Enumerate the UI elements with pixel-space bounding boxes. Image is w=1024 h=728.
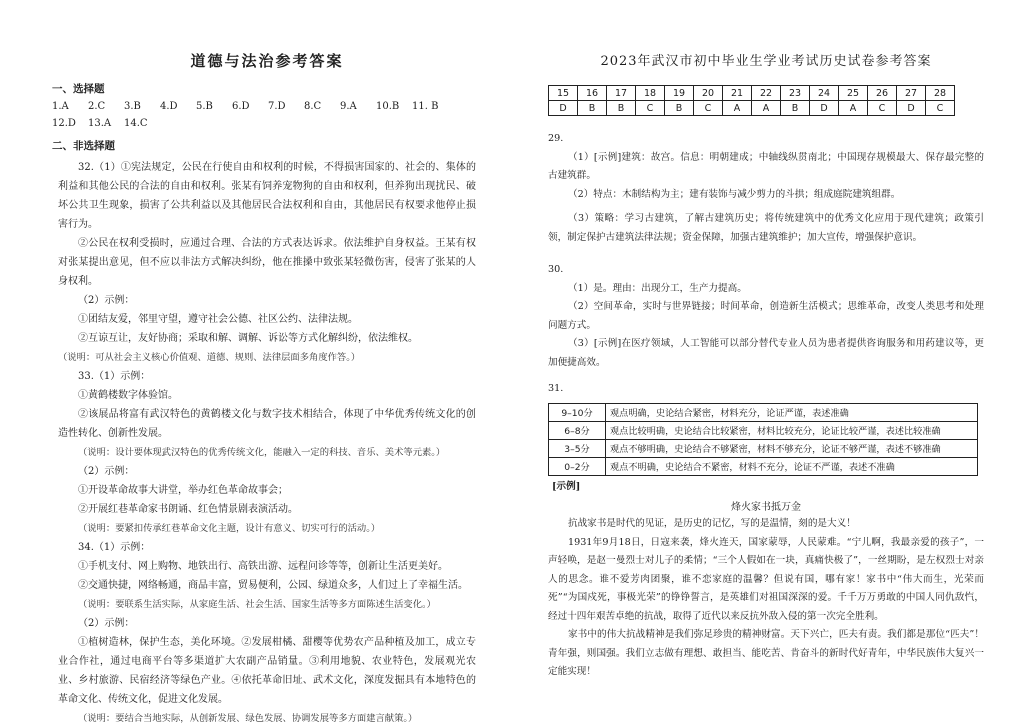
right-title: 2023年武汉市初中毕业生学业考试历史试卷参考答案 bbox=[600, 54, 932, 69]
grid-question-number: 25 bbox=[839, 86, 868, 101]
left-title: 道德与法治参考答案 bbox=[190, 52, 344, 70]
grid-question-number: 20 bbox=[694, 86, 723, 101]
section-choice-heading: 一、选择题 bbox=[52, 83, 105, 95]
grid-question-number: 23 bbox=[781, 86, 810, 101]
grid-question-number: 15 bbox=[549, 86, 578, 101]
q32-example-1: ①团结友爱，邻里守望，遵守社会公德、社区公约、法律法规。 bbox=[78, 314, 358, 325]
choice-answer: 8.C bbox=[304, 101, 322, 112]
score-criteria: 观点不够明确，史论结合不够紧密，材料不够充分，论证不够严谨，表述不够准确 bbox=[606, 439, 978, 457]
choice-answer: 4.D bbox=[160, 101, 178, 112]
choice-answer: 2.C bbox=[88, 101, 106, 112]
grid-question-number: 21 bbox=[723, 86, 752, 101]
score-criteria: 观点比较明确，史论结合比较紧密，材料比较充分，论证比较严谨，表述比较准确 bbox=[606, 421, 978, 439]
scoring-row bbox=[549, 457, 978, 475]
section-nonchoice-heading: 二、非选择题 bbox=[52, 140, 115, 152]
q32-example-heading: （2）示例： bbox=[78, 295, 135, 306]
grid-question-number: 24 bbox=[810, 86, 839, 101]
grid-answer: B bbox=[665, 101, 694, 116]
grid-answer: B bbox=[578, 101, 607, 116]
q29-part3: （3）策略：学习古建筑，了解古建筑历史；将传统建筑中的优秀文化应用于现代建筑；政策引领，制定保护古建筑法律法规；资金保障，加强古建筑维护；加大宣传，增强保护意识。 bbox=[548, 213, 984, 243]
q32-note: （说明：可从社会主义核心价值观、道德、规则、法律层面多角度作答。） bbox=[58, 352, 361, 363]
grid-question-number: 18 bbox=[636, 86, 665, 101]
choice-answer: 1.A bbox=[52, 101, 69, 112]
grid-answer: A bbox=[752, 101, 781, 116]
q34-note-1: （说明：要联系生活实际，从家庭生活、社会生活、国家生活等多方面陈述生活变化。） bbox=[78, 599, 436, 610]
essay-paragraph-2: 1931年9月18日，日寇来袭，烽火连天，国家蒙辱，人民蒙难。“宁儿啊，我最亲爱的孩子”，一声轻唤，是赵一曼烈士对儿子的柔情；“三个人假如在一块，真痛快极了”，一丝期盼，是左权烈士对亲人的思念。谁不爱芳肉团聚，谁不恋家庭的温馨？但说有国，哪有家！家书中“伟大而生，光荣而死”“为国戍死，事极光荣”的铮铮誓言，是英雄们对祖国深深的爱。千千万万勇敢的中国人同仇敌忾，经过十四年艰苦卓绝的抗战，取得了近代以来反抗外敌入侵的第一次完全胜利。 bbox=[548, 536, 984, 622]
scoring-row bbox=[549, 439, 978, 457]
grid-question-number: 16 bbox=[578, 86, 607, 101]
grid-answer: C bbox=[926, 101, 955, 116]
scoring-row bbox=[549, 421, 978, 439]
example-label: [示例] bbox=[552, 480, 581, 492]
q34-item-1: ①手机支付、网上购物、地铁出行、高铁出游、远程问诊等等，创新让生活更美好。 bbox=[78, 561, 448, 572]
q34-item-2: ②交通快捷，网络畅通，商品丰富，贸易便利，公园、绿道众多，人们过上了幸福生活。 bbox=[78, 580, 468, 591]
choice-answer: 10.B bbox=[376, 101, 400, 112]
q33-part2-item-1: ①开设革命故事大讲堂，举办红色革命故事会； bbox=[78, 485, 288, 496]
q30-part3: （3）[示例]在医疗领域，人工智能可以部分替代专业人员为患者提供咨询服务和用药建议等，更加便捷高效。 bbox=[548, 338, 984, 368]
q32-example-2: ②互谅互让，友好协商；采取和解、调解、诉讼等方式化解纠纷，依法维权。 bbox=[78, 333, 418, 344]
q30-number: 30. bbox=[548, 264, 564, 275]
q34-part2-body: ①植树造林，保护生态，美化环境。②发展柑橘、甜樱等优势农产品种植及加工，成立专业合作社，通过电商平台等多渠道扩大农副产品销量。③利用地貌、农业特色，发展观光农业、乡村旅游、民宿经济等绿色产业。④依托革命旧址、武术文化，深度发掘具有本地特色的革命文化、传统文化，促进文化发展。 bbox=[58, 637, 476, 705]
grid-answer: B bbox=[781, 101, 810, 116]
q30-part2: （2）空间革命，实时与世界链接；时间革命，创造新生活模式；思维革命，改变人类思考和处理问题方式。 bbox=[548, 301, 984, 331]
q33-note-1: （说明：设计要体现武汉特色的优秀传统文化，能融入一定的科技、音乐、美术等元素。） bbox=[78, 447, 446, 458]
q33-part2-heading: （2）示例： bbox=[78, 466, 135, 477]
grid-question-number: 17 bbox=[607, 86, 636, 101]
q33-heading: 33.（1）示例： bbox=[78, 371, 151, 382]
grid-answer: B bbox=[607, 101, 636, 116]
q29-part2: （2）特点：木制结构为主；建有装饰与减少剪力的斗拱；组成庭院建筑组群。 bbox=[568, 188, 901, 200]
grid-answer: C bbox=[868, 101, 897, 116]
grid-answer: D bbox=[549, 101, 578, 116]
grid-answer: D bbox=[897, 101, 926, 116]
left-page bbox=[0, 0, 512, 722]
choice-answer: 11. B bbox=[412, 101, 439, 112]
q30-part1: （1）是。理由：出现分工，生产力提高。 bbox=[568, 282, 747, 294]
q29-part1: （1）[示例]建筑：故宫。信息：明朝建成；中轴线纵贯南北；中国现存规模最大、保存最完整的古建筑群。 bbox=[548, 151, 984, 181]
essay-paragraph-3: 家书中的伟大抗战精神是我们弥足珍贵的精神财富。天下兴亡，匹夫有责。我们都是那位“匹夫”！青年强，则国强。我们立志做有理想、敢担当、能吃苦、肯奋斗的新时代好青年，中华民族伟大复兴一定能实现！ bbox=[548, 629, 984, 677]
grid-question-number: 27 bbox=[897, 86, 926, 101]
score-criteria: 观点不明确，史论结合不紧密，材料不充分，论证不严谨，表述不准确 bbox=[606, 457, 978, 475]
q33-part2-item-2: ②开展红巷革命家书朗诵、红色情景剧表演活动。 bbox=[78, 504, 298, 515]
choice-answer: 7.D bbox=[268, 101, 286, 112]
score-range: 3–5分 bbox=[549, 439, 606, 457]
choice-answer: 12.D bbox=[52, 118, 76, 129]
q34-heading: 34.（1）示例： bbox=[78, 542, 151, 553]
q32-part2: ②公民在权利受损时，应通过合理、合法的方式表达诉求。依法维护自身权益。王某有权对张某提出意见，但不应以非法方式解决纠纷，他在推搡中致张某轻微伤害，侵害了张某的人身权利。 bbox=[58, 238, 476, 287]
grid-answer: A bbox=[723, 101, 752, 116]
grid-answer: D bbox=[810, 101, 839, 116]
score-criteria: 观点明确，史论结合紧密，材料充分，论证严谨，表述准确 bbox=[606, 403, 978, 421]
choice-answer: 3.B bbox=[124, 101, 141, 112]
choice-answer: 13.A bbox=[88, 118, 112, 129]
grid-question-number: 22 bbox=[752, 86, 781, 101]
right-page bbox=[512, 0, 1024, 722]
choice-answer: 6.D bbox=[232, 101, 250, 112]
q31-number: 31. bbox=[548, 383, 564, 394]
q33-item-1: ①黄鹤楼数字体验馆。 bbox=[78, 390, 178, 401]
q33-note-2: （说明：要紧扣传承红巷革命文化主题，设计有意义、切实可行的活动。） bbox=[78, 523, 381, 534]
grid-question-number: 26 bbox=[868, 86, 897, 101]
q33-item-2: ②该展品将富有武汉特色的黄鹤楼文化与数字技术相结合，体现了中华优秀传统文化的创造性转化、创新性发展。 bbox=[58, 409, 476, 439]
q34-part2-heading: （2）示例： bbox=[78, 618, 135, 629]
score-range: 0–2分 bbox=[549, 457, 606, 475]
scoring-table bbox=[548, 403, 978, 476]
q34-note-2: （说明：要结合当地实际，从创新发展、绿色发展、协调发展等多方面建言献策。） bbox=[78, 713, 418, 724]
answer-grid-numbers bbox=[549, 86, 955, 101]
choice-answer: 14.C bbox=[124, 118, 148, 129]
essay-title: 烽火家书抵万金 bbox=[731, 502, 801, 513]
q29-number: 29. bbox=[548, 133, 564, 144]
grid-answer: C bbox=[636, 101, 665, 116]
answer-grid bbox=[548, 85, 955, 116]
choice-answers bbox=[52, 101, 476, 135]
grid-answer: A bbox=[839, 101, 868, 116]
grid-question-number: 28 bbox=[926, 86, 955, 101]
score-range: 9–10分 bbox=[549, 403, 606, 421]
essay-paragraph-1: 抗战家书是时代的见证，是历史的记忆，写的是温情，刻的是大义！ bbox=[568, 518, 856, 529]
q32-part1: 32.（1）①宪法规定，公民在行使自由和权利的时候，不得损害国家的、社会的、集体的利益和其他公民的合法的自由和权利。张某有饲养宠物狗的自由和权利，但养狗出现扰民、破坏公共卫生现象，损害了公共利益以及其他居民合法权利和自由，其他居民有权要求他停止损害行为。 bbox=[58, 162, 476, 230]
choice-answer: 9.A bbox=[340, 101, 357, 112]
score-range: 6–8分 bbox=[549, 421, 606, 439]
grid-answer: C bbox=[694, 101, 723, 116]
scoring-row bbox=[549, 403, 978, 421]
choice-answer: 5.B bbox=[196, 101, 213, 112]
grid-question-number: 19 bbox=[665, 86, 694, 101]
answer-grid-answers bbox=[549, 101, 955, 116]
